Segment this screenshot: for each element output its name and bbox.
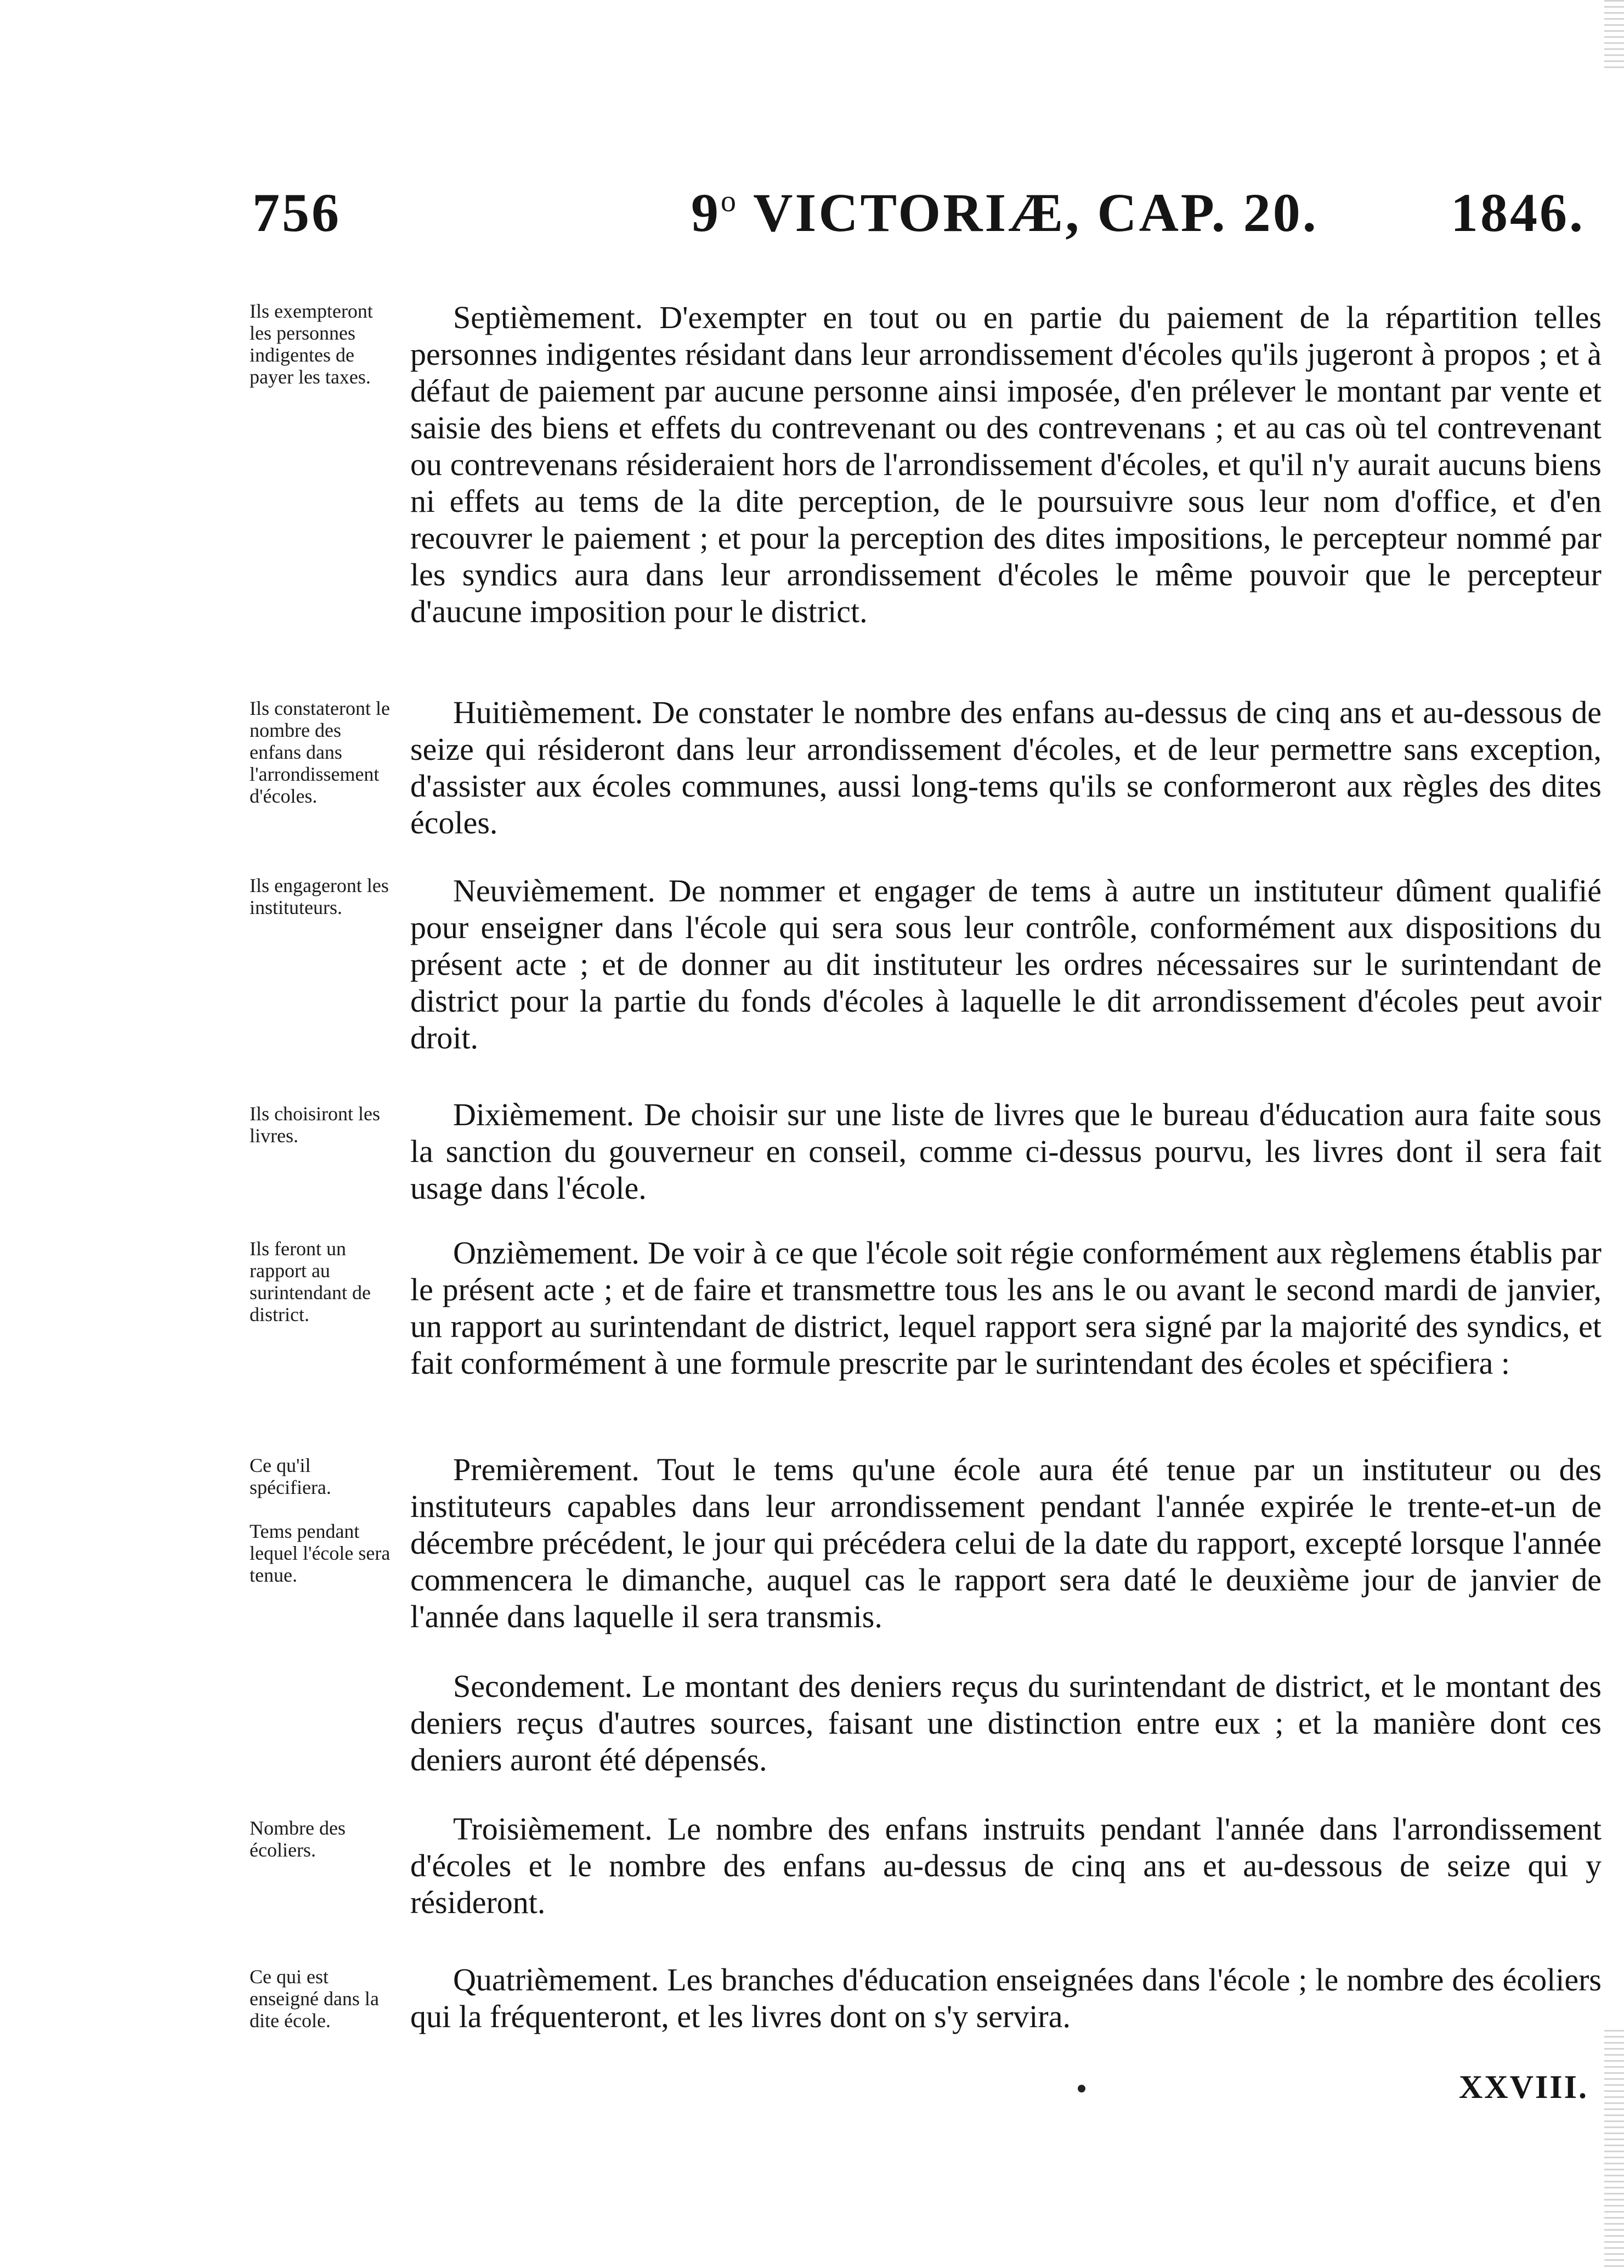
paragraph: Dixièmement. De choisir sur une liste de livres que le bureau d'éducation aura faite sous la sanction du gouverneur en conseil, comme ci-dessus pourvu, les livres dont il sera fait usage dans l'école.	[410, 1097, 1602, 1206]
page-number: 756	[252, 182, 341, 243]
running-title	[691, 181, 1319, 244]
margin-note: Ce qu'il spécifiera.	[250, 1454, 331, 1498]
margin-note: Ils constateront le nombre des enfans dans l'arrondissement d'écoles.	[250, 697, 390, 807]
title-superscript: o	[721, 184, 738, 218]
margin-note: Ce qui est enseigné dans la dite école.	[250, 1966, 379, 2032]
scan-edge-noise-bottom	[1604, 2030, 1624, 2268]
paragraph: Troisièmement. Le nombre des enfans instruits pendant l'année dans l'arrondissement d'écoles et le nombre des enfans au-dessus de cinq ans et au-dessous de seize qui y résideront.	[410, 1811, 1602, 1920]
title-rest: VICTORIÆ, CAP. 20.	[738, 182, 1319, 243]
paragraph: Secondement. Le montant des deniers reçus du surintendant de district, et le montant des deniers reçus d'autres sources, faisant une distinction entre eux ; et la manière dont ces deniers auront été dépensés.	[410, 1668, 1602, 1778]
margin-note: Ils choisiront les livres.	[250, 1103, 380, 1147]
paragraph: Septièmement. D'exempter en tout ou en partie du paiement de la répartition telles personnes indigentes résidant dans leur arrondissement d'écoles qu'ils jugeront à propos ; et à défaut de paiement par aucune personne ainsi imposée, d'en prélever le montant par vente et saisie des biens et effets du contrevenant ou des contrevenans ; et au cas où tel contrevenant ou contrevenans résideraient hors de l'arrondissement d'écoles, et qu'il n'y aurait aucuns biens ni effets au tems de la dite perception, de le poursuivre sous leur nom d'office, et d'en recouvrer le paiement ; et pour la perception des dites impositions, le percepteur nommé par les syndics aura dans leur arrondissement d'écoles le même pouvoir que le percepteur d'aucune imposition pour le district.	[410, 300, 1602, 629]
paragraph: Premièrement. Tout le tems qu'une école aura été tenue par un instituteur ou des instituteurs capables dans leur arrondissement pendant l'année expirée le trente-et-un de décembre précédent, le jour qui précédera celui de la date du rapport, excepté lorsque l'année commencera le dimanche, auquel cas le rapport sera daté le deuxième jour de janvier de l'année dans laquelle il sera transmis.	[410, 1452, 1602, 1634]
margin-note: Ils engageront les instituteurs.	[250, 875, 389, 918]
paragraph: Onzièmement. De voir à ce que l'école soit régie conformément aux règlemens établis par le présent acte ; et de faire et transmettre tous les ans le ou avant le second mardi de janvier, un rapport au surintendant de district, lequel rapport sera signé par la majorité des syndics, et fait conformément à une formule prescrite par le surintendant des écoles et spécifiera :	[410, 1235, 1602, 1381]
printer-dot	[1078, 2085, 1085, 2092]
margin-note: Nombre des écoliers.	[250, 1817, 346, 1861]
scan-edge-noise-top	[1604, 0, 1624, 71]
paragraph: Huitièmement. De constater le nombre des enfans au-dessus de cinq ans et au-dessous de seize qui résideront dans leur arrondissement d'écoles, et de leur permettre sans exception, d'assister aux écoles communes, aussi long-tems qu'ils se conformeront aux règles des dites écoles.	[410, 695, 1602, 840]
year: 1846.	[1451, 182, 1585, 243]
page-header	[252, 181, 1585, 247]
margin-note: Ils feront un rapport au surintendant de district.	[250, 1238, 371, 1325]
paragraph: Quatrièmement. Les branches d'éducation enseignées dans l'école ; le nombre des écoliers qui la fréquenteront, et les livres dont on s'y servira.	[410, 1962, 1602, 2034]
margin-note: Ils exempteront les personnes indigentes de payer les taxes.	[250, 300, 373, 388]
title-prefix: 9	[691, 182, 721, 243]
catchword: XXVIII.	[1458, 2069, 1588, 2105]
paragraph: Neuvièmement. De nommer et engager de tems à autre un instituteur dûment qualifié pour enseigner dans l'école qui sera sous leur contrôle, conformément aux dispositions du présent acte ; et de donner au dit instituteur les ordres nécessaires sur le surintendant de district pour la partie du fonds d'écoles à laquelle le dit arrondissement d'écoles peut avoir droit.	[410, 873, 1602, 1056]
margin-note-secondary: Tems pendant lequel l'école sera tenue.	[250, 1520, 391, 1586]
